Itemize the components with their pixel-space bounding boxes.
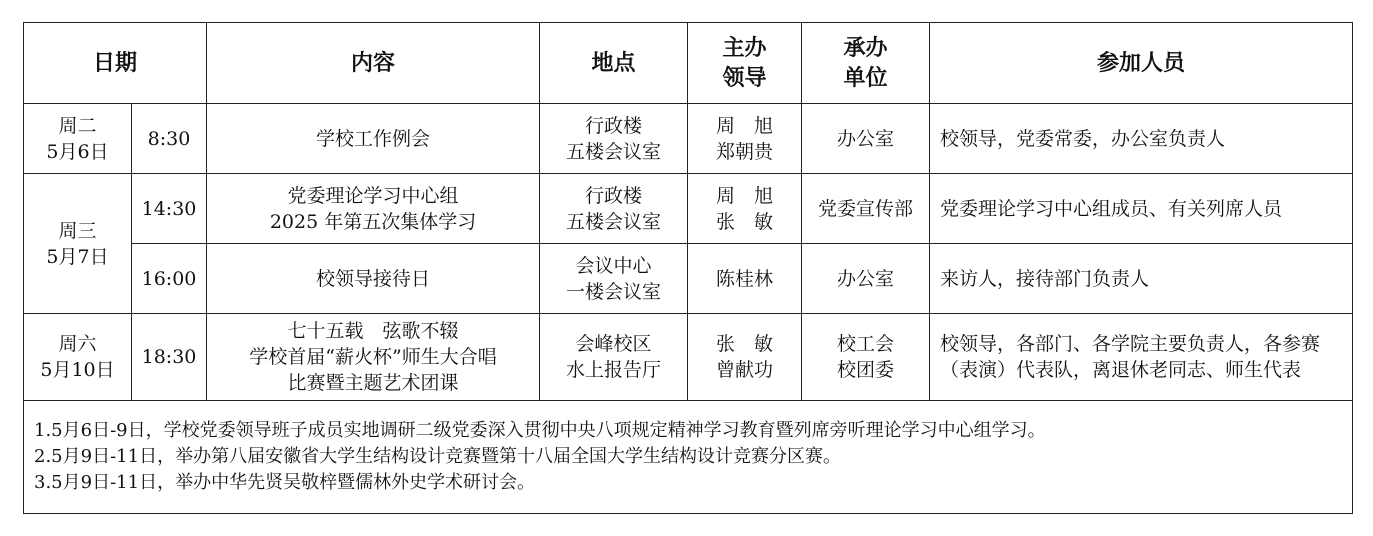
content-cell bbox=[207, 244, 540, 314]
header-location: 地点 bbox=[540, 23, 688, 104]
date: 5月10日 bbox=[40, 359, 115, 381]
location-line: 会议中心 bbox=[575, 254, 652, 277]
location-cell bbox=[540, 174, 688, 244]
unit-name: 党委宣传部 bbox=[818, 197, 914, 220]
day-cell bbox=[24, 104, 132, 174]
time-cell: 18:30 bbox=[132, 314, 207, 401]
time-cell: 8:30 bbox=[132, 104, 207, 174]
leader-name: 郑朝贵 bbox=[716, 140, 774, 163]
attendees-cell bbox=[930, 174, 1353, 244]
weekday: 周二 bbox=[58, 114, 97, 137]
leader-name: 陈桂林 bbox=[716, 267, 774, 290]
content-line: 七十五载 弦歌不辍 bbox=[287, 320, 459, 342]
unit-cell bbox=[802, 104, 930, 174]
table-row bbox=[24, 314, 1353, 401]
header-content: 内容 bbox=[207, 23, 540, 104]
time-cell: 16:00 bbox=[132, 244, 207, 314]
content-line: 比赛暨主题艺术团课 bbox=[287, 372, 459, 394]
attendees-cell bbox=[930, 104, 1353, 174]
notes-row bbox=[24, 401, 1353, 514]
unit-name: 校工会 bbox=[837, 333, 895, 355]
location-line: 五楼会议室 bbox=[566, 210, 662, 233]
attendees-line: 校领导，党委常委，办公室负责人 bbox=[940, 127, 1226, 150]
location-line: 行政楼 bbox=[585, 184, 643, 207]
header-row bbox=[24, 23, 1353, 104]
attendees-line: 来访人，接待部门负责人 bbox=[940, 267, 1150, 290]
note-item: 2.5月9日-11日，举办第八届安徽省大学生结构设计竞赛暨第十八届全国大学生结构设计竞赛分区赛。 bbox=[34, 446, 842, 467]
content-line: 学校工作例会 bbox=[316, 127, 431, 150]
note-item: 1.5月6日-9日，学校党委领导班子成员实地调研二级党委深入贯彻中央八项规定精神学习教育暨列席旁听理论学习中心组学习。 bbox=[34, 420, 1046, 441]
unit-cell bbox=[802, 174, 930, 244]
leader-name: 周 旭 bbox=[716, 114, 774, 137]
header-unit-line1: 承办 bbox=[843, 35, 888, 61]
leader-name: 张 敏 bbox=[716, 210, 774, 233]
header-unit bbox=[802, 23, 930, 104]
header-leader-line2: 领导 bbox=[722, 65, 767, 91]
attendees-line: 党委理论学习中心组成员、有关列席人员 bbox=[940, 197, 1283, 220]
schedule-table bbox=[23, 22, 1353, 514]
leader-cell bbox=[688, 174, 802, 244]
attendees-line: 校领导，各部门、各学院主要负责人，各参赛 bbox=[940, 333, 1321, 355]
unit-name: 办公室 bbox=[837, 267, 895, 290]
table-row bbox=[24, 104, 1353, 174]
location-line: 五楼会议室 bbox=[566, 140, 662, 163]
leader-cell bbox=[688, 104, 802, 174]
location-cell bbox=[540, 104, 688, 174]
notes-cell bbox=[24, 401, 1353, 514]
leader-name: 周 旭 bbox=[716, 184, 774, 207]
unit-cell bbox=[802, 314, 930, 401]
day-cell bbox=[24, 174, 132, 314]
weekday: 周三 bbox=[58, 219, 97, 242]
location-cell bbox=[540, 244, 688, 314]
unit-cell bbox=[802, 244, 930, 314]
content-line: 校领导接待日 bbox=[316, 267, 431, 290]
header-attendees: 参加人员 bbox=[930, 23, 1353, 104]
content-cell bbox=[207, 174, 540, 244]
header-leader bbox=[688, 23, 802, 104]
header-leader-line1: 主办 bbox=[722, 35, 767, 61]
time-cell: 14:30 bbox=[132, 174, 207, 244]
content-cell bbox=[207, 314, 540, 401]
attendees-line: （表演）代表队，离退休老同志、师生代表 bbox=[940, 359, 1302, 381]
location-cell bbox=[540, 314, 688, 401]
date: 5月7日 bbox=[46, 245, 109, 268]
table-row bbox=[24, 244, 1353, 314]
leader-cell bbox=[688, 314, 802, 401]
unit-name: 校团委 bbox=[837, 359, 895, 381]
content-line: 学校首届“薪火杯”师生大合唱 bbox=[249, 346, 497, 368]
location-line: 水上报告厅 bbox=[566, 359, 662, 381]
header-unit-line2: 单位 bbox=[843, 65, 888, 91]
leader-name: 曾献功 bbox=[716, 359, 774, 381]
date: 5月6日 bbox=[46, 140, 109, 163]
location-line: 会峰校区 bbox=[575, 333, 652, 355]
header-date: 日期 bbox=[24, 23, 207, 104]
location-line: 一楼会议室 bbox=[566, 280, 662, 303]
content-line: 2025 年第五次集体学习 bbox=[269, 210, 477, 233]
content-line: 党委理论学习中心组 bbox=[287, 184, 459, 207]
table-row bbox=[24, 174, 1353, 244]
leader-cell bbox=[688, 244, 802, 314]
day-cell bbox=[24, 314, 132, 401]
unit-name: 办公室 bbox=[837, 127, 895, 150]
note-item: 3.5月9日-11日，举办中华先贤吴敬梓暨儒林外史学术研讨会。 bbox=[34, 472, 536, 493]
leader-name: 张 敏 bbox=[716, 333, 774, 355]
attendees-cell bbox=[930, 244, 1353, 314]
content-cell bbox=[207, 104, 540, 174]
location-line: 行政楼 bbox=[585, 114, 643, 137]
attendees-cell bbox=[930, 314, 1353, 401]
weekday: 周六 bbox=[58, 333, 97, 355]
